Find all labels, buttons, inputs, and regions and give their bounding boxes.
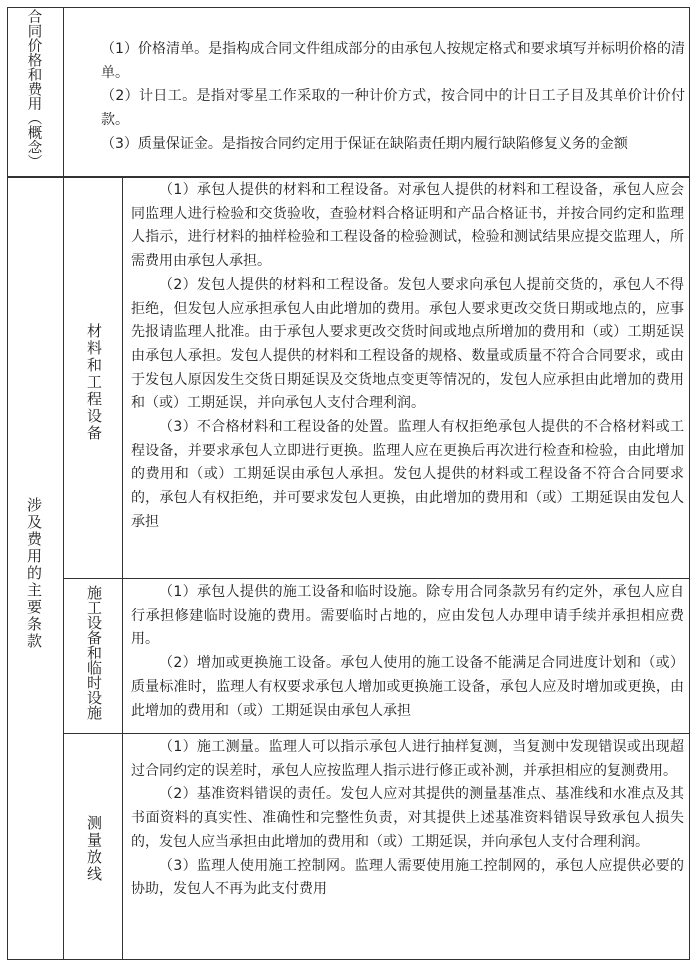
clause-item: （3）不合格材料和工程设备的处置。监理人有权拒绝承包人提供的不合格材料或工程设备，并要求承包人立即进行更换。监理人应在更换后再次进行检查和检验，由此增加的费用和（或）工期延误由承包人承担。发包人提供的材料或工程设备不符合合同要求的，承包人有权拒绝，并可要求发包人更换，由此增加的费用和（或）工期延误由发包人承担: [131, 419, 684, 530]
clause-item: （1）承包人提供的材料和工程设备。对承包人提供的材料和工程设备，承包人应会同监理人进行检验和交货验收，查验材料合格证明和产品合格证书，并按合同约定和监理人指示，进行材料的抽样检验和工程设备的检验测试，检验和测试结果应提交监理人，所需费用由承包人承担。: [131, 182, 684, 270]
section-label: 涉及费用的主要条款: [25, 497, 43, 650]
subsection-label: 施工设备和临时设施: [85, 585, 103, 720]
subsection-content: [131, 736, 684, 902]
clause-item: （2）发包人提供的材料和工程设备。发包人要求向承包人提前交货的，承包人不得拒绝，但发包人应承担承包人由此增加的费用。承包人要求更改交货日期或地点的，应事先报请监理人批准。由于承包人要求更改交货时间或地点所增加的费用和（或）工期延误由承包人承担。发包人提供的材料和工程设备的规格、数量或质量不符合合同要求，或由于发包人原因发生交货日期延误及交货地点变更等情况的，发包人应承担由此增加的费用和（或）工期延误，并向承包人支付合理利润。: [131, 276, 684, 412]
clause-item: （1）承包人提供的施工设备和临时设施。除专用合同条款另有约定外，承包人应自行承担修建临时设施的费用。需要临时占地的，应由发包人办理申请手续并承担相应费用。: [131, 584, 684, 648]
clause-item: （3）质量保证金。是指按合同约定用于保证在缺陷责任期内履行缺陷修复义务的金额: [101, 135, 628, 152]
clause-item: （1）价格清单。是指构成合同文件组成部分的由承包人按规定格式和要求填写并标明价格的清单。: [101, 41, 685, 81]
clause-item: （2）增加或更换施工设备。承包人使用的施工设备不能满足合同进度计划和（或）质量标准时，监理人有权要求承包人增加或更换施工设备，承包人应及时增加或更换，由此增加的费用和（或）工期延误由承包人承担: [131, 655, 684, 719]
divider-col-1: [63, 7, 64, 960]
divider-col-2: [122, 176, 123, 960]
subsection-content: [131, 179, 684, 535]
subsection-label: 测量放线: [85, 815, 103, 883]
divider-row-2: [63, 578, 690, 579]
divider-row-3: [63, 733, 690, 734]
clause-item: （2）计日工。是指对零星工作采取的一种计价方式，按合同中的计日工子目及其单价计价付款。: [101, 88, 685, 129]
clause-item: （1）施工测量。监理人可以指示承包人进行抽样复测，当复测中发现错误或出现超过合同约定的误差时，承包人应按监理人指示进行修正或补测，并承担相应的复测费用。: [131, 739, 684, 779]
clause-item: （3）监理人使用施工控制网。监理人需要使用施工控制网的，承包人应提供必要的协助，发包人不再为此支付费用: [131, 857, 684, 898]
subsection-content: [131, 581, 684, 723]
section-label: 合同价格和费用（概念）: [25, 9, 42, 169]
divider-row-1: [7, 176, 690, 178]
section-content: [73, 38, 685, 157]
clause-item: （2）基准资料错误的责任。发包人应对其提供的测量基准点、基准线和水准点及其书面资料的真实性、准确性和完整性负责，对其提供上述基准资料错误导致承包人损失的，发包人应当承担由此增加的费用和（或）工期延误，并向承包人支付合理利润。: [131, 786, 684, 850]
subsection-label: 材料和工程设备: [85, 323, 103, 442]
